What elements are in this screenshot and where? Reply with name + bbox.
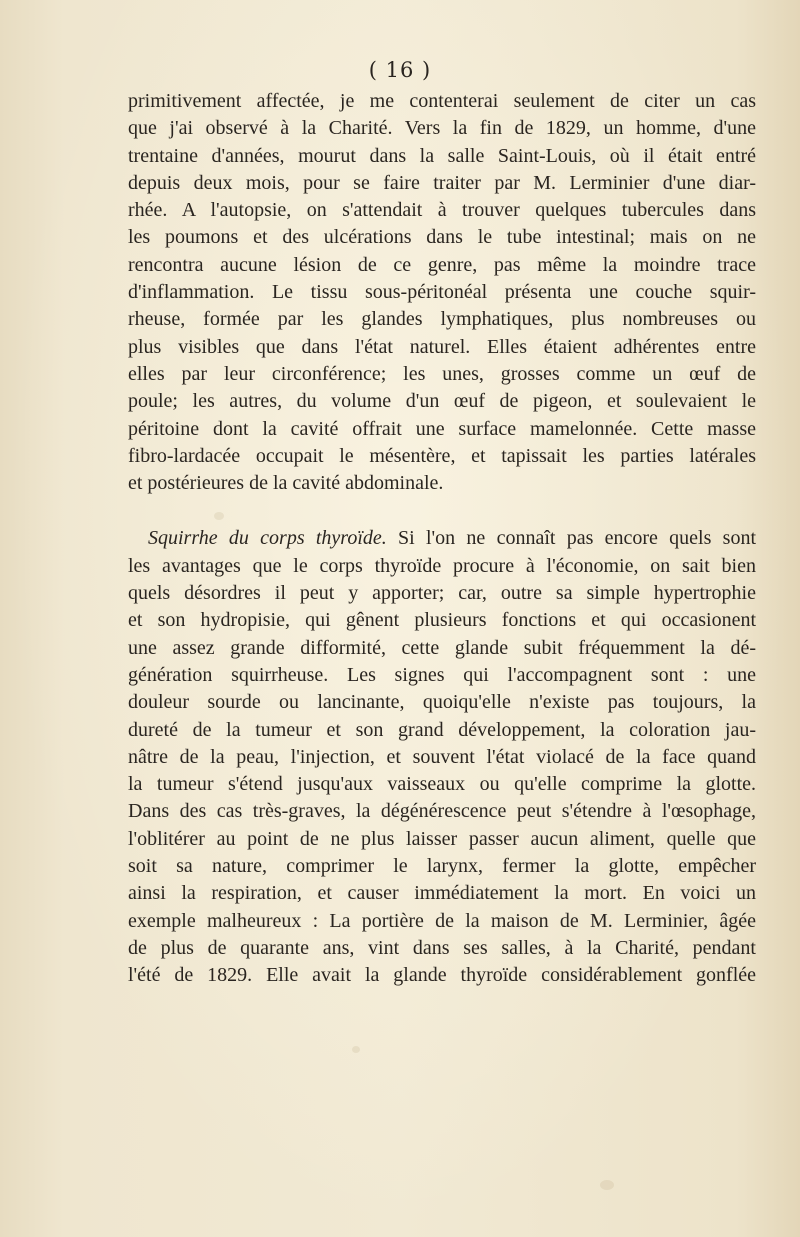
- text-line: quels désordres il peut y apporter; car, outre sa simple hypertrophie: [128, 582, 756, 605]
- text-line: depuis deux mois, pour se faire traiter par M. Lerminier d'une diar-: [128, 171, 756, 194]
- text-line: l'oblitérer au point de ne plus laisser passer aucun aliment, quelle que: [128, 827, 756, 850]
- text-line: trentaine d'années, mourut dans la salle Saint-Louis, où il était entré: [128, 144, 756, 167]
- text-line: fibro-lardacée occupait le mésentère, et tapissait les parties latérales: [128, 444, 756, 467]
- text-line: l'été de 1829. Elle avait la glande thyroïde considérablement gonflée: [128, 964, 756, 987]
- text-line: les avantages que le corps thyroïde procure à l'économie, on sait bien: [128, 554, 756, 577]
- text-line: Dans des cas très-graves, la dégénérescence peut s'étendre à l'œsophage,: [128, 800, 756, 823]
- text-line: rheuse, formée par les glandes lymphatiques, plus nombreuses ou: [128, 308, 756, 331]
- paragraph-2: [128, 525, 756, 989]
- text-line: rhée. A l'autopsie, on s'attendait à trouver quelques tubercules dans: [128, 199, 756, 222]
- text-run: Si l'on ne connaît pas encore quels sont: [386, 527, 756, 550]
- text-line: et postérieures de la cavité abdominale.: [128, 472, 444, 495]
- paper-stain: [352, 1046, 360, 1053]
- text-line: dureté de la tumeur et son grand développement, la coloration jau-: [128, 718, 756, 741]
- text-line: rencontra aucune lésion de ce genre, pas même la moindre trace: [128, 253, 756, 276]
- text-line: les poumons et des ulcérations dans le tube intestinal; mais on ne: [128, 226, 756, 249]
- text-line: soit sa nature, comprimer le larynx, fermer la glotte, empêcher: [128, 855, 756, 878]
- paragraph-1: [128, 88, 756, 497]
- paragraph-gap: [128, 497, 756, 525]
- text-line: exemple malheureux : La portière de la maison de M. Lerminier, âgée: [128, 909, 756, 932]
- text-line: génération squirrheuse. Les signes qui l'accompagnent sont : une: [128, 663, 756, 686]
- text-line: plus visibles que dans l'état naturel. Elles étaient adhérentes entre: [128, 335, 756, 358]
- text-line: nâtre de la peau, l'injection, et souvent l'état violacé de la face quand: [128, 745, 756, 768]
- text-line: que j'ai observé à la Charité. Vers la fin de 1829, un homme, d'une: [128, 117, 756, 140]
- paper-stain: [600, 1180, 614, 1190]
- text-line: la tumeur s'étend jusqu'aux vaisseaux ou qu'elle comprime la glotte.: [128, 773, 756, 796]
- text-line-with-heading: [128, 525, 756, 552]
- body-text: [128, 88, 756, 990]
- text-line: ainsi la respiration, et causer immédiatement la mort. En voici un: [128, 882, 756, 905]
- text-line: une assez grande difformité, cette glande subit fréquemment la dé-: [128, 636, 756, 659]
- text-line: poule; les autres, du volume d'un œuf de pigeon, et soulevaient le: [128, 390, 756, 413]
- text-line: de plus de quarante ans, vint dans ses salles, à la Charité, pendant: [128, 936, 756, 959]
- text-line: primitivement affectée, je me contenterai seulement de citer un cas: [128, 90, 756, 112]
- text-line: et son hydropisie, qui gênent plusieurs fonctions et qui occasionent: [128, 609, 756, 632]
- text-line: péritoine dont la cavité offrait une surface mamelonnée. Cette masse: [128, 417, 756, 440]
- text-line: elles par leur circonférence; les unes, grosses comme un œuf de: [128, 362, 756, 385]
- section-heading: Squirrhe du corps thyroïde.: [148, 527, 387, 550]
- page-number: ( 16 ): [368, 58, 432, 82]
- text-line: douleur sourde ou lancinante, quoiqu'elle n'existe pas toujours, la: [128, 691, 756, 714]
- text-line: d'inflammation. Le tissu sous-péritonéal présenta une couche squir-: [128, 281, 756, 304]
